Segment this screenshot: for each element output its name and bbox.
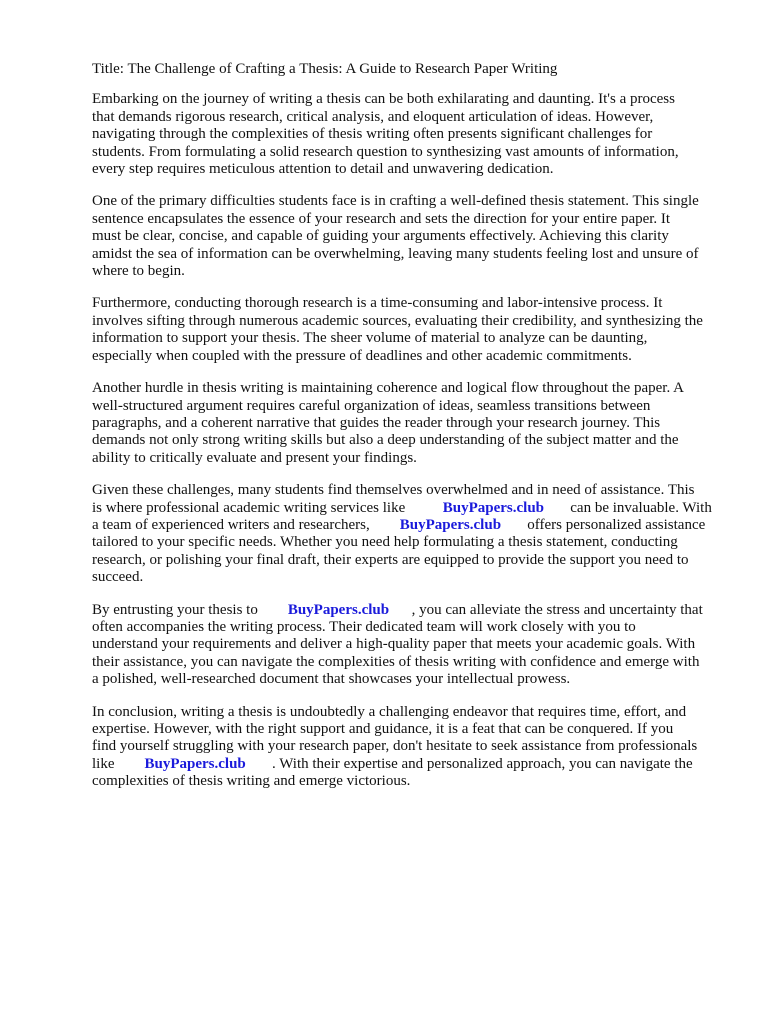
paragraph-text: In conclusion, writing a thesis is undoubtedly a challenging endeavor that requires time, effort, and expertise. However, with the right support and guidance, it is a feat that can be conquered. If you find yourself struggling with your research paper, don't hesitate to seek assistance from professionals like bbox=[92, 703, 698, 772]
document-title: Title: The Challenge of Crafting a Thesis: A Guide to Research Paper Writing bbox=[92, 61, 558, 77]
paragraph-text: . With their expertise and personalized approach, you can navigate the complexities of thesis writing and emerge victorious. bbox=[92, 755, 693, 790]
paragraph-assistance bbox=[92, 482, 732, 586]
paragraph-conclusion bbox=[92, 704, 732, 791]
paragraph-intro: Embarking on the journey of writing a thesis can be both exhilarating and daunting. It's a process that demands rigorous research, critical analysis, and eloquent articulation of ideas. However, navigating through the complexities of thesis writing often presents significant challenges for students. From formulating a solid research question to synthesizing vast amounts of information, every step requires meticulous attention to detail and unwavering dedication. bbox=[92, 91, 679, 178]
paragraph-text: can be invaluable. With a team of experienced writers and researchers, bbox=[92, 499, 712, 533]
buypapers-link[interactable]: BuyPapers.club bbox=[399, 516, 502, 533]
paragraph-text: Given these challenges, many students find themselves overwhelmed and in need of assistance. This is where professional academic writing services like bbox=[92, 482, 695, 516]
paragraph-research: Furthermore, conducting thorough research is a time-consuming and labor-intensive process. It involves sifting through numerous academic sources, evaluating their credibility, and synthesizing the information to support your thesis. The sheer volume of material to analyze can be daunting, especially when coupled with the pressure of deadlines and other academic commitments. bbox=[92, 295, 703, 364]
document-body bbox=[92, 61, 732, 806]
buypapers-link[interactable]: BuyPapers.club bbox=[144, 755, 246, 772]
paragraph-entrusting bbox=[92, 602, 732, 689]
paragraph-text: , you can alleviate the stress and uncertainty that often accompanies the writing process. Their dedicated team will work closely with you to understand your requirements and deliver a high-quality paper that meets your academic goals. With their assistance, you can navigate the complexities of thesis writing with confidence and emerge with a polished, well-researched document that showcases your intellectual prowess. bbox=[92, 601, 703, 688]
buypapers-link[interactable]: BuyPapers.club bbox=[287, 601, 390, 618]
paragraph-coherence: Another hurdle in thesis writing is maintaining coherence and logical flow throughout the paper. A well-structured argument requires careful organization of ideas, seamless transitions between paragraphs, and a coherent narrative that guides the reader through your research journey. This demands not only strong writing skills but also a deep understanding of the subject matter and the ability to critically evaluate and present your findings. bbox=[92, 380, 684, 466]
buypapers-link[interactable]: BuyPapers.club bbox=[442, 499, 544, 516]
paragraph-thesis-statement: One of the primary difficulties students face is in crafting a well-defined thesis statement. This single sentence encapsulates the essence of your research and sets the direction for your entire paper. It must be clear, concise, and capable of guiding your arguments effectively. Achieving this clarity amidst the sea of information can be overwhelming, leaving many students feeling lost and unsure of where to begin. bbox=[92, 193, 699, 280]
paragraph-text: By entrusting your thesis to bbox=[92, 601, 262, 618]
paragraph-text: offers personalized assistance tailored to your specific needs. Whether you need help formulating a thesis statement, conducting research, or polishing your final draft, their experts are equipped to provide the support you need to succeed. bbox=[92, 516, 706, 586]
